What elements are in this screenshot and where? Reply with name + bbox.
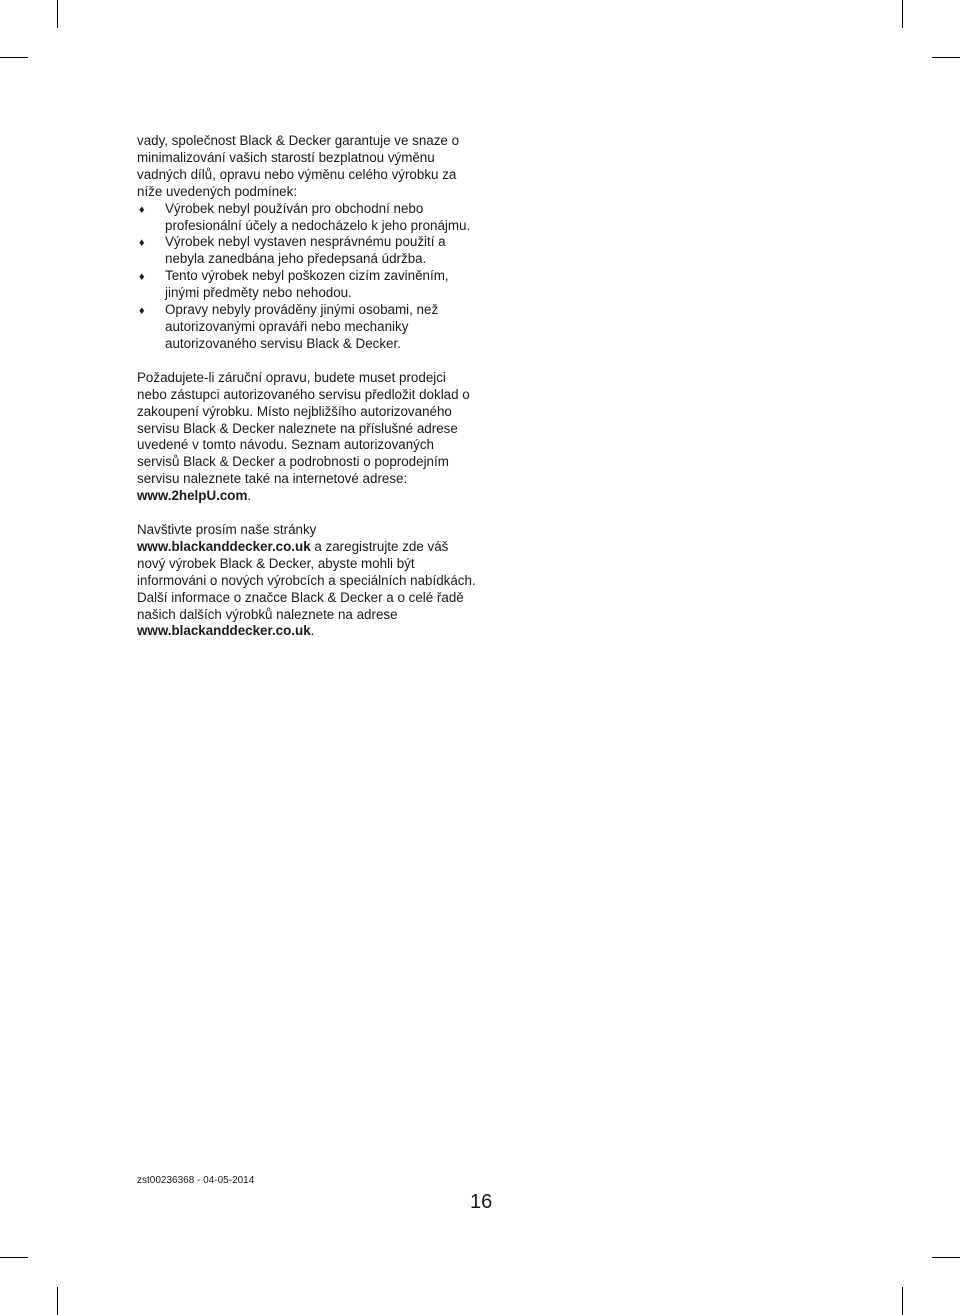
crop-mark: [57, 0, 58, 28]
crop-mark: [902, 0, 903, 28]
diamond-bullet-icon: ♦: [139, 271, 145, 284]
list-item: ♦ Výrobek nebyl používán pro obchodní nebo profesionální účely a nedocházelo k jeho pronájmu.: [139, 200, 471, 233]
website-link[interactable]: www.blackanddecker.co.uk: [137, 623, 311, 639]
document-code: zst00236368 - 04-05-2014: [137, 1175, 255, 1186]
crop-mark: [0, 57, 28, 58]
crop-mark: [902, 1287, 903, 1315]
diamond-bullet-icon: ♦: [139, 237, 145, 250]
repair-paragraph: Požadujete-li záruční opravu, budete muset prodejci nebo zástupci autorizovaného servisu předložit doklad o zakoupení výrobku. Místo nejbližšího autorizovaného servisu Black & Decker naleznete na příslušné adrese uvedené v tomto návodu. Seznam autorizovaných servisů Black & Decker a podrobnosti o poprodejním servisu naleznete také na internetové adrese: www.2helpU.com.: [137, 369, 470, 504]
list-item: ♦ Opravy nebyly prováděny jinými osobami, než autorizovanými opraváři nebo mechaniky autorizovaného servisu Black & Decker.: [139, 302, 439, 351]
warranty-text: [137, 133, 477, 640]
list-item: ♦ Výrobek nebyl vystaven nesprávnému použití a nebyla zanedbána jeho předepsaná údržba.: [139, 234, 446, 267]
conditions-list: [137, 201, 477, 353]
page-number: 16: [470, 1191, 493, 1213]
help-link[interactable]: www.2helpU.com: [137, 488, 248, 504]
crop-mark: [932, 57, 960, 58]
visit-paragraph: Navštivte prosím naše stránky www.blackanddecker.co.uk a zaregistrujte zde váš nový výrobek Black & Decker, abyste mohli být informováni o nových výrobcích a speciálních nabídkách. Další informace o značce Black & Decker a o celé řadě našich dalších výrobků naleznete na adrese www.blackanddecker.co.uk.: [137, 522, 476, 639]
list-item: ♦ Tento výrobek nebyl poškozen cizím zaviněním, jinými předměty nebo nehodou.: [139, 268, 449, 301]
crop-mark: [57, 1287, 58, 1315]
diamond-bullet-icon: ♦: [139, 305, 145, 318]
crop-mark: [0, 1257, 28, 1258]
diamond-bullet-icon: ♦: [139, 203, 145, 216]
website-link[interactable]: www.blackanddecker.co.uk: [137, 538, 311, 554]
intro-paragraph: vady, společnost Black & Decker garantuje ve snaze o minimalizování vašich starostí bezplatnou výměnu vadných dílů, opravu nebo výměnu celého výrobku za níže uvedených podmínek:: [137, 133, 460, 199]
crop-mark: [932, 1257, 960, 1258]
